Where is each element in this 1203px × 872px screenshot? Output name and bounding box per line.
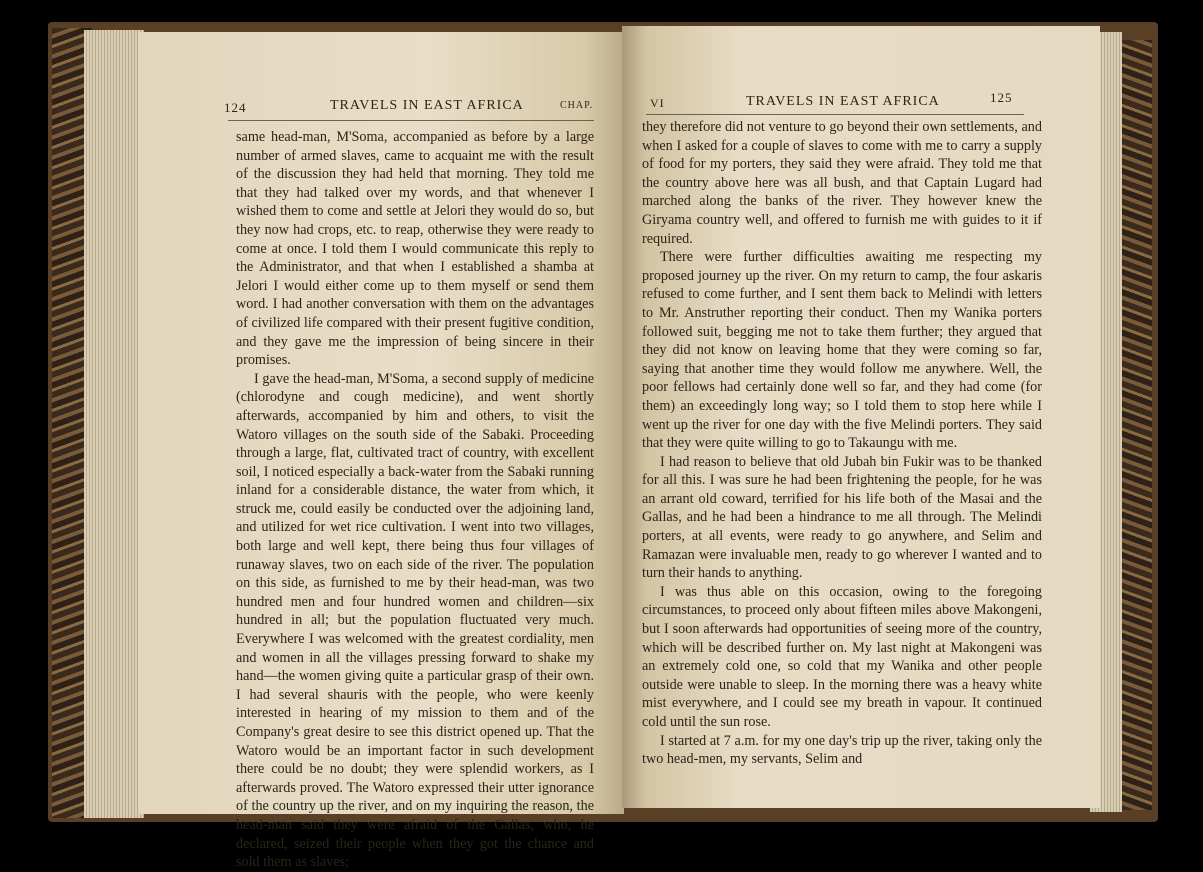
marbled-edge-right — [1118, 40, 1152, 810]
left-page — [138, 32, 624, 871]
right-page-text — [642, 118, 1042, 769]
paragraph: I had reason to believe that old Jubah bin Fukir was to be thanked for all this. I was sure he had been frightening the people, for he was an arrant old coward, terrified for his life both of the Masai and the Gallas, and he had been a hindrance to me all through. The Melindi porters, at all events, were ready to go anywhere, and Selim and Ramazan were invaluable men, ready to go wherever I wanted and to turn their hands to anything. — [642, 453, 1042, 582]
paragraph: There were further difficulties awaiting me respecting my proposed journey up the river. On my return to camp, the four askaris refused to come further, and I sent them back to Melindi with letters to Mr. Anstruther reporting their conduct. Then my Wanika porters followed suit, begging me not to take them further; they argued that they did not know on leaving home that they were coming so far, saying that another time they would follow me anywhere. Well, the poor fellows had certainly done well so far, and they had come (for them) an exceedingly long way; so I told them to stop here while I went up the river for one day with the five Melindi porters. They said that they were quite willing to go to Takaungu with me. — [642, 249, 1042, 452]
right-running-head: TRAVELS IN EAST AFRICA — [746, 94, 940, 109]
page-edges-left — [84, 30, 144, 818]
paragraph: they therefore did not venture to go beyond their own settlements, and when I asked for a couple of slaves to come with me to carry a supply of food for my porters, they said they were afraid. They told me that the country above here was all bush, and that Captain Lugard had marched along the banks of the river. They however knew the Giryama country well, and offered to furnish me with guides to it if required. — [642, 119, 1042, 247]
left-header-rule — [228, 120, 594, 121]
left-page-number: 124 — [224, 100, 247, 115]
left-page-text — [236, 128, 594, 872]
left-chapter-mark: CHAP. — [560, 100, 594, 111]
left-running-head: TRAVELS IN EAST AFRICA — [330, 98, 524, 113]
paragraph: I started at 7 a.m. for my one day's trip up the river, taking only the two head-men, my servants, Selim and — [642, 732, 1042, 768]
right-header-rule — [646, 114, 1024, 115]
paragraph: I was thus able on this occasion, owing to the foregoing circumstances, to proceed only about fifteen miles above Makongeni, but I soon afterwards had opportunities of seeing more of the country, which will be described further on. My last night at Makongeni was an extremely cold one, so cold that my Wanika and other people outside were unable to sleep. In the morning there was a heavy white mist everywhere, and I could see my breath in vapour. It continued cold until the sun rose. — [642, 583, 1042, 730]
right-chapter-mark: VI — [650, 96, 665, 110]
paragraph: I gave the head-man, M'Soma, a second supply of medicine (chlorodyne and cough medicine), and went shortly afterwards, accompanied by him and others, to visit the Watoro villages on the south side of the Sabaki. Proceeding through a large, flat, cultivated tract of country, with excellent soil, I noticed especially a back-water from the Sabaki running inland for a considerable distance, the water from which, it struck me, could easily be conducted over the adjoining land, and utilized for wet rice cultivation. I went into two villages, both large and well kept, there being thus four villages of runaway slaves, two on each side of the river. The population on this side, as furnished to me by their head-man, was two hundred men and four hundred women and children—six hundred in all; but the population fluctuated very much. Everywhere I was welcomed with the greatest cordiality, men and women in all the villages pressing forward to shake my hand—the women giving quite a particular grasp of their own. I had several shauris with the people, who were keenly interested in hearing of my mission to them and of the Company's great desire to see this district opened up. That the Watoro would be an important factor in such development there could be no doubt; they were splendid workers, as I afterwards proved. The Watoro expressed their utter ignorance of the country up the river, and on my inquiring the reason, the head-man said they were afraid of the Gallas, who, he declared, seized their people when they got the chance and sold them as slaves; — [236, 370, 594, 871]
right-page-number: 125 — [990, 90, 1013, 105]
right-page — [622, 26, 1100, 808]
paragraph: same head-man, M'Soma, accompanied as before by a large number of armed slaves, came to acquaint me with the result of the discussion they had held that morning. They told me that they had talked over my words, and that whenever I wished them to come and settle at Jelori they would do so, but they now had crops, etc. to reap, otherwise they were ready to come at once. I told them I would communicate this reply to the Administrator, and that when I established a shamba at Jelori I would either come up to them myself or send them word. I had another conversation with them on the advantages of civilized life compared with their present fugitive condition, and they gave me the impression of being sincere in their promises. — [236, 129, 594, 369]
